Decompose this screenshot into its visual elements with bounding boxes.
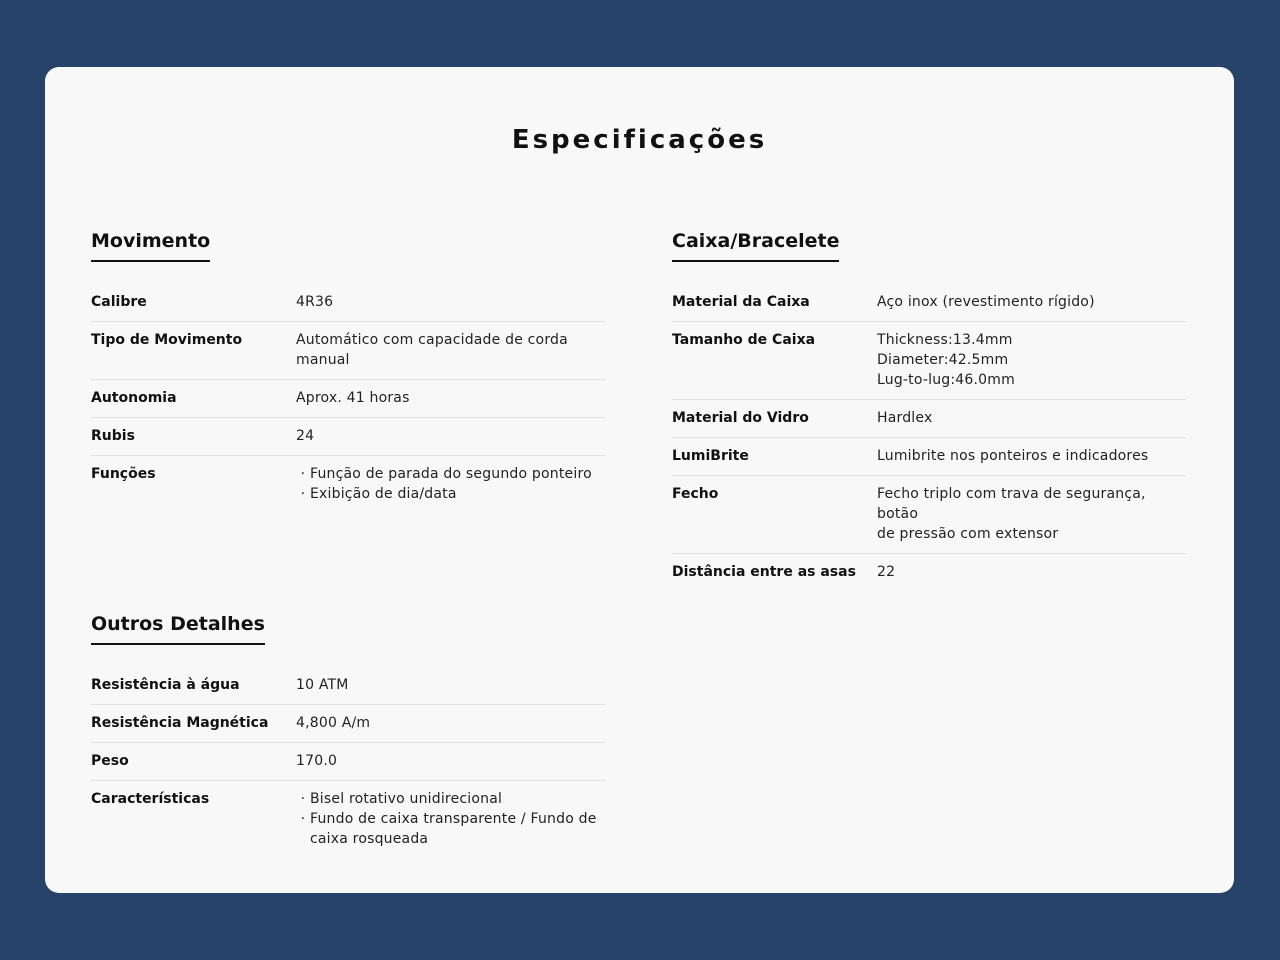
spec-value-line: Fecho triplo com trava de segurança, botão xyxy=(877,486,1146,522)
spec-value xyxy=(296,388,605,408)
page-title: Especificações xyxy=(511,125,768,155)
spec-row xyxy=(91,667,605,705)
section-title-outros-detalhes: Outros Detalhes xyxy=(91,610,265,645)
spec-label: Peso xyxy=(91,753,129,769)
spec-row xyxy=(91,284,605,322)
spec-value xyxy=(877,446,1186,466)
spec-row xyxy=(91,322,605,380)
bullet-text: Exibição de dia/data xyxy=(310,486,457,502)
spec-value-line: Lug-to-lug:46.0mm xyxy=(877,372,1015,388)
bullet-item xyxy=(296,789,605,809)
spec-label: Tamanho de Caixa xyxy=(672,332,816,348)
spec-row xyxy=(91,705,605,743)
spec-label: Calibre xyxy=(91,294,147,310)
specifications-card xyxy=(45,67,1234,893)
spec-value-line: 24 xyxy=(296,428,315,444)
spec-label: Tipo de Movimento xyxy=(91,332,243,348)
spec-row xyxy=(91,456,605,513)
bullet-dot-icon: · xyxy=(300,791,306,807)
spec-label: Funções xyxy=(91,466,156,482)
spec-row xyxy=(91,781,605,858)
spec-value xyxy=(877,562,1186,582)
bullet-item xyxy=(296,464,605,484)
spec-rows-outros-detalhes xyxy=(91,667,605,858)
spec-value xyxy=(296,426,605,446)
section-outros-detalhes xyxy=(91,610,605,858)
spec-label: Material da Caixa xyxy=(672,294,810,310)
spec-value xyxy=(877,330,1186,390)
section-title-movimento: Movimento xyxy=(91,227,210,262)
spec-row xyxy=(672,554,1186,591)
spec-value-line: 4R36 xyxy=(296,294,334,310)
spec-row xyxy=(672,438,1186,476)
spec-value-line: 22 xyxy=(877,564,896,580)
spec-value-line: 10 ATM xyxy=(296,677,349,693)
spec-label: Resistência à água xyxy=(91,677,240,693)
spec-value-line: Automático com capacidade de corda xyxy=(296,332,568,348)
spec-value-line: Thickness:13.4mm xyxy=(877,332,1013,348)
spec-rows-caixa-bracelete xyxy=(672,284,1186,591)
spec-value xyxy=(877,408,1186,428)
spec-row xyxy=(672,284,1186,322)
section-movimento xyxy=(91,227,605,513)
spec-label: Material do Vidro xyxy=(672,410,809,426)
spec-row xyxy=(672,400,1186,438)
spec-value-line: de pressão com extensor xyxy=(877,526,1059,542)
spec-value-line: Aprox. 41 horas xyxy=(296,390,410,406)
bullet-dot-icon: · xyxy=(300,486,306,502)
spec-value xyxy=(296,789,605,849)
bullet-text: Bisel rotativo unidirecional xyxy=(310,791,503,807)
bullet-dot-icon: · xyxy=(300,811,306,827)
bullet-text: Função de parada do segundo ponteiro xyxy=(310,466,592,482)
section-title-caixa-bracelete: Caixa/Bracelete xyxy=(672,227,839,262)
spec-value xyxy=(296,751,605,771)
spec-value xyxy=(877,484,1186,544)
spec-value-line: Lumibrite nos ponteiros e indicadores xyxy=(877,448,1149,464)
spec-row xyxy=(672,476,1186,554)
spec-value-line: Hardlex xyxy=(877,410,933,426)
spec-value-line: 170.0 xyxy=(296,753,338,769)
spec-row xyxy=(672,322,1186,400)
spec-value xyxy=(296,675,605,695)
spec-label: Rubis xyxy=(91,428,135,444)
spec-label: Fecho xyxy=(672,486,719,502)
spec-label: LumiBrite xyxy=(672,448,749,464)
bullet-item xyxy=(296,809,605,849)
spec-label: Características xyxy=(91,791,210,807)
bullet-text: Fundo de caixa transparente / Fundo de caixa rosqueada xyxy=(310,811,597,847)
spec-row xyxy=(91,380,605,418)
bullet-dot-icon: · xyxy=(300,466,306,482)
spec-value-line: Diameter:42.5mm xyxy=(877,352,1009,368)
section-caixa-bracelete xyxy=(672,227,1186,591)
spec-value xyxy=(296,713,605,733)
spec-value-line: Aço inox (revestimento rígido) xyxy=(877,294,1095,310)
bullet-item xyxy=(296,484,605,504)
spec-value xyxy=(296,292,605,312)
spec-value-line: 4,800 A/m xyxy=(296,715,371,731)
spec-value xyxy=(296,330,605,370)
spec-row xyxy=(91,743,605,781)
spec-label: Resistência Magnética xyxy=(91,715,269,731)
spec-row xyxy=(91,418,605,456)
spec-value-line: manual xyxy=(296,352,350,368)
spec-rows-movimento xyxy=(91,284,605,513)
spec-label: Autonomia xyxy=(91,390,177,406)
spec-label: Distância entre as asas xyxy=(672,564,856,580)
spec-value xyxy=(877,292,1186,312)
spec-value xyxy=(296,464,605,504)
